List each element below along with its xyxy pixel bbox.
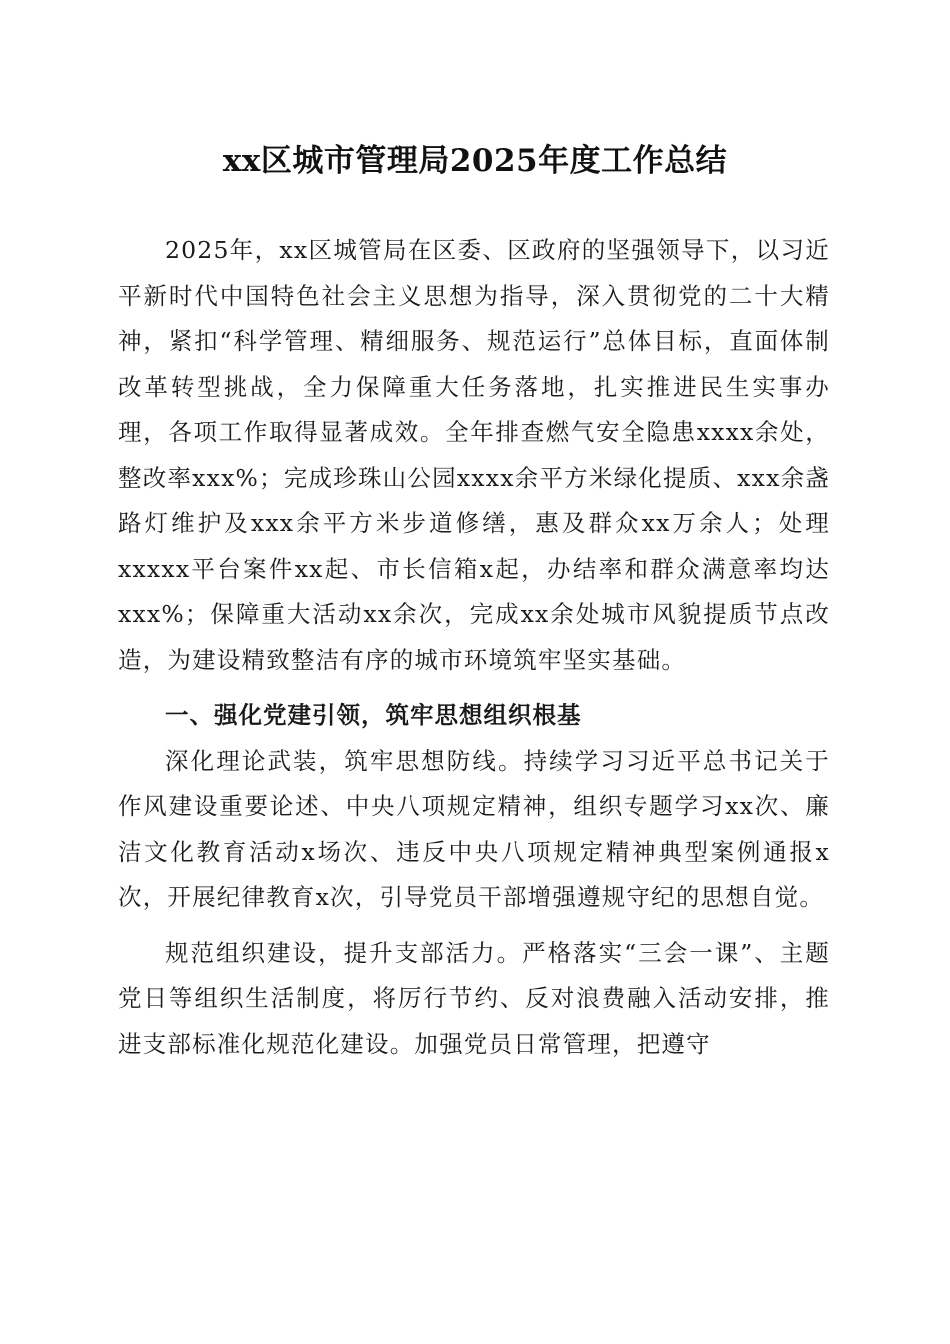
document-body [118, 228, 830, 1067]
intro-paragraph: 2025年，xx区城管局在区委、区政府的坚强领导下，以习近平新时代中国特色社会主义思想为指导，深入贯彻党的二十大精神，紧扣“科学管理、精细服务、规范运行”总体目标，直面体制改革转型挑战，全力保障重大任务落地，扎实推进民生实事办理，各项工作取得显著成效。全年排查燃气安全隐患xxxx余处，整改率xxx%；完成珍珠山公园xxxx余平方米绿化提质、xxx余盏路灯维护及xxx余平方米步道修缮，惠及群众xx万余人；处理xxxxx平台案件xx起、市长信箱x起，办结率和群众满意率均达xxx%；保障重大活动xx余次，完成xx余处城市风貌提质节点改造，为建设精致整洁有序的城市环境筑牢坚实基础。 [118, 236, 830, 674]
section-1-heading: 一、强化党建引领，筑牢思想组织根基 [165, 701, 582, 729]
paragraph-gap [118, 683, 830, 693]
section-1-paragraph-2: 规范组织建设，提升支部活力。严格落实“三会一课”、主题党日等组织生活制度，将厉行节约、反对浪费融入活动安排，推进支部标准化规范化建设。加强党员日常管理，把遵守 [118, 938, 830, 1058]
document-title: xx区城市管理局2025年度工作总结 [222, 143, 728, 179]
paragraph-gap [118, 921, 830, 931]
section-1-paragraph-1: 深化理论武装，筑牢思想防线。持续学习习近平总书记关于作风建设重要论述、中央八项规定精神，组织专题学习xx次、廉洁文化教育活动x场次、违反中央八项规定精神典型案例通报x次，开展纪律教育x次，引导党员干部增强遵规守纪的思想自觉。 [118, 746, 830, 911]
